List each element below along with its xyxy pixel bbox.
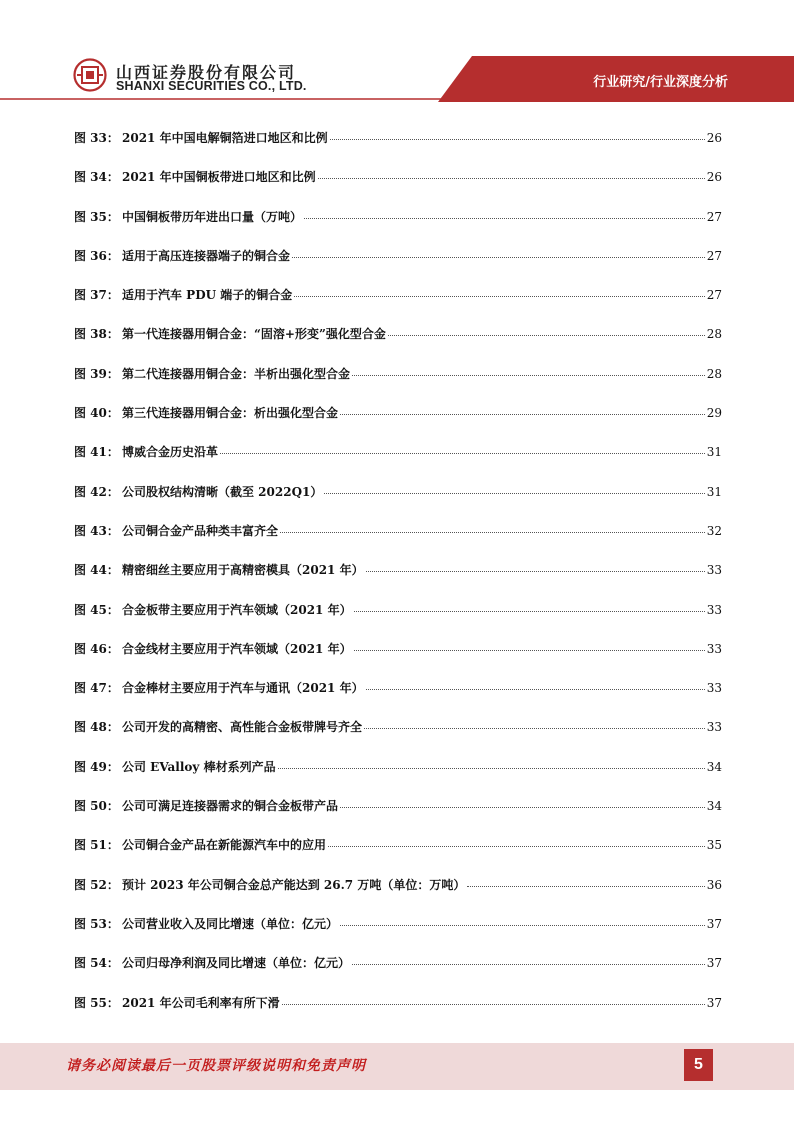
toc-dot-leader [294, 295, 704, 297]
toc-dot-leader [324, 492, 704, 494]
toc-entry[interactable] [74, 325, 722, 364]
toc-entry[interactable] [74, 522, 722, 561]
toc-page-number: 31 [706, 484, 722, 499]
toc-dot-leader [280, 531, 705, 533]
toc-figure-title: 第三代连接器用铜合金：析出强化型合金 [122, 406, 339, 421]
toc-dot-leader [328, 845, 705, 847]
toc-entry[interactable] [74, 876, 722, 915]
toc-figure-title: 适用于汽车 PDU 端子的铜合金 [122, 288, 293, 303]
toc-dot-leader [340, 413, 705, 415]
toc-page-number: 28 [706, 327, 722, 342]
toc-page-number: 37 [706, 916, 722, 931]
toc-page-number: 27 [706, 209, 722, 224]
toc-figure-title: 中国铜板带历年进出口量（万吨） [122, 209, 303, 224]
toc-figure-title: 预计 2023 年公司铜合金总产能达到 26.7 万吨（单位：万吨） [122, 877, 466, 892]
toc-entry[interactable] [74, 168, 722, 207]
toc-entry[interactable] [74, 561, 722, 600]
toc-entry[interactable] [74, 404, 722, 443]
toc-figure-number: 图 46： [74, 641, 119, 656]
toc-figure-title: 第二代连接器用铜合金：半析出强化型合金 [122, 366, 351, 381]
toc-page-number: 36 [706, 877, 722, 892]
toc-entry[interactable] [74, 836, 722, 875]
toc-page-number: 33 [706, 602, 722, 617]
toc-page-number: 37 [706, 956, 722, 971]
toc-figure-number: 图 47： [74, 681, 119, 696]
toc-figure-title: 公司开发的高精密、高性能合金板带牌号齐全 [122, 720, 363, 735]
toc-entry[interactable] [74, 129, 722, 168]
toc-figure-number: 图 35： [74, 209, 119, 224]
toc-figure-number: 图 54： [74, 956, 119, 971]
toc-page-number: 28 [706, 366, 722, 381]
toc-entry[interactable] [74, 758, 722, 797]
toc-figure-number: 图 36： [74, 248, 119, 263]
page-header [0, 0, 794, 100]
toc-figure-number: 图 52： [74, 877, 119, 892]
toc-figure-number: 图 33： [74, 131, 119, 145]
toc-figure-title: 精密细丝主要应用于高精密模具（2021 年） [122, 563, 364, 578]
toc-dot-leader [278, 767, 705, 769]
toc-figure-number: 图 53： [74, 916, 119, 931]
toc-entry[interactable] [74, 915, 722, 954]
toc-dot-leader [366, 570, 705, 572]
toc-dot-leader [364, 727, 705, 729]
toc-page-number: 34 [706, 759, 722, 774]
toc-figure-number: 图 49： [74, 759, 119, 774]
toc-page-number: 35 [706, 838, 722, 853]
toc-figure-number: 图 37： [74, 288, 119, 303]
toc-dot-leader [304, 217, 705, 219]
toc-figure-title: 合金线材主要应用于汽车领域（2021 年） [122, 641, 352, 656]
toc-figure-number: 图 42： [74, 484, 119, 499]
toc-dot-leader [220, 452, 705, 454]
toc-figure-number: 图 38： [74, 327, 119, 342]
toc-figure-number: 图 39： [74, 366, 119, 381]
page-number: 5 [684, 1049, 713, 1081]
toc-figure-title: 公司股权结构清晰（截至 2022Q1） [122, 484, 323, 499]
toc-dot-leader [467, 885, 704, 887]
toc-figure-title: 公司可满足连接器需求的铜合金板带产品 [122, 799, 339, 814]
toc-figure-number: 图 41： [74, 445, 119, 460]
toc-figure-title: 合金板带主要应用于汽车领域（2021 年） [122, 602, 352, 617]
toc-page-number: 29 [706, 406, 722, 421]
toc-figure-title: 博威合金历史沿革 [122, 445, 219, 460]
toc-page-number: 32 [706, 523, 722, 538]
toc-entry[interactable] [74, 679, 722, 718]
toc-figure-title: 2021 年中国铜板带进口地区和比例 [122, 170, 316, 185]
toc-entry[interactable] [74, 718, 722, 757]
toc-page-number: 34 [706, 799, 722, 814]
toc-dot-leader [388, 334, 705, 336]
toc-figure-number: 图 50： [74, 799, 119, 814]
toc-figure-title: 公司归母净利润及同比增速（单位：亿元） [122, 956, 351, 971]
toc-figure-number: 图 43： [74, 523, 119, 538]
toc-dot-leader [352, 963, 705, 965]
toc-figure-number: 图 48： [74, 720, 119, 735]
toc-dot-leader [352, 374, 705, 376]
toc-entry[interactable] [74, 443, 722, 482]
toc-entry[interactable] [74, 994, 722, 1033]
toc-figure-title: 公司铜合金产品种类丰富齐全 [122, 523, 279, 538]
toc-figure-title: 适用于高压连接器端子的铜合金 [122, 248, 291, 263]
toc-figure-title: 2021 年中国电解铜箔进口地区和比例 [122, 131, 328, 145]
toc-page-number: 31 [706, 445, 722, 460]
report-section-label: 行业研究/行业深度分析 [593, 75, 728, 90]
toc-dot-leader [318, 177, 705, 179]
company-name-cn: 山西证券股份有限公司 [116, 63, 297, 82]
toc-figure-number: 图 34： [74, 170, 119, 185]
toc-dot-leader [292, 256, 705, 258]
toc-dot-leader [282, 1003, 705, 1005]
toc-page-number: 33 [706, 563, 722, 578]
toc-figure-number: 图 44： [74, 563, 119, 578]
toc-page-number: 27 [706, 288, 722, 303]
toc-entry[interactable] [74, 954, 722, 993]
company-name-en: SHANXI SECURITIES CO., LTD. [116, 79, 307, 93]
toc-dot-leader [366, 688, 705, 690]
toc-entry[interactable] [74, 640, 722, 679]
toc-entry[interactable] [74, 208, 722, 247]
toc-figure-number: 图 55： [74, 995, 119, 1010]
toc-dot-leader [330, 138, 705, 140]
toc-dot-leader [340, 924, 705, 926]
figure-table-of-contents [74, 129, 722, 1033]
toc-figure-title: 第一代连接器用铜合金：“固溶+形变”强化型合金 [122, 327, 386, 342]
toc-figure-title: 公司铜合金产品在新能源汽车中的应用 [122, 838, 327, 853]
toc-page-number: 26 [706, 131, 722, 145]
toc-entry[interactable] [74, 286, 722, 325]
toc-dot-leader [340, 806, 705, 808]
toc-page-number: 37 [706, 995, 722, 1010]
toc-dot-leader [354, 610, 705, 612]
toc-page-number: 33 [706, 681, 722, 696]
company-logo-icon [73, 58, 107, 92]
disclaimer-notice: 请务必阅读最后一页股票评级说明和免责声明 [66, 1058, 366, 1074]
toc-dot-leader [354, 649, 705, 651]
toc-figure-title: 公司营业收入及同比增速（单位：亿元） [122, 916, 339, 931]
toc-page-number: 33 [706, 720, 722, 735]
toc-page-number: 26 [706, 170, 722, 185]
toc-entry[interactable] [74, 483, 722, 522]
toc-figure-number: 图 51： [74, 838, 119, 853]
toc-figure-title: 2021 年公司毛利率有所下滑 [122, 995, 280, 1010]
toc-figure-title: 合金棒材主要应用于汽车与通讯（2021 年） [122, 681, 364, 696]
toc-entry[interactable] [74, 601, 722, 640]
toc-entry[interactable] [74, 247, 722, 286]
toc-figure-number: 图 45： [74, 602, 119, 617]
toc-entry[interactable] [74, 797, 722, 836]
toc-entry[interactable] [74, 365, 722, 404]
toc-page-number: 27 [706, 248, 722, 263]
toc-figure-number: 图 40： [74, 406, 119, 421]
toc-page-number: 33 [706, 641, 722, 656]
toc-figure-title: 公司 EValloy 棒材系列产品 [122, 759, 276, 774]
